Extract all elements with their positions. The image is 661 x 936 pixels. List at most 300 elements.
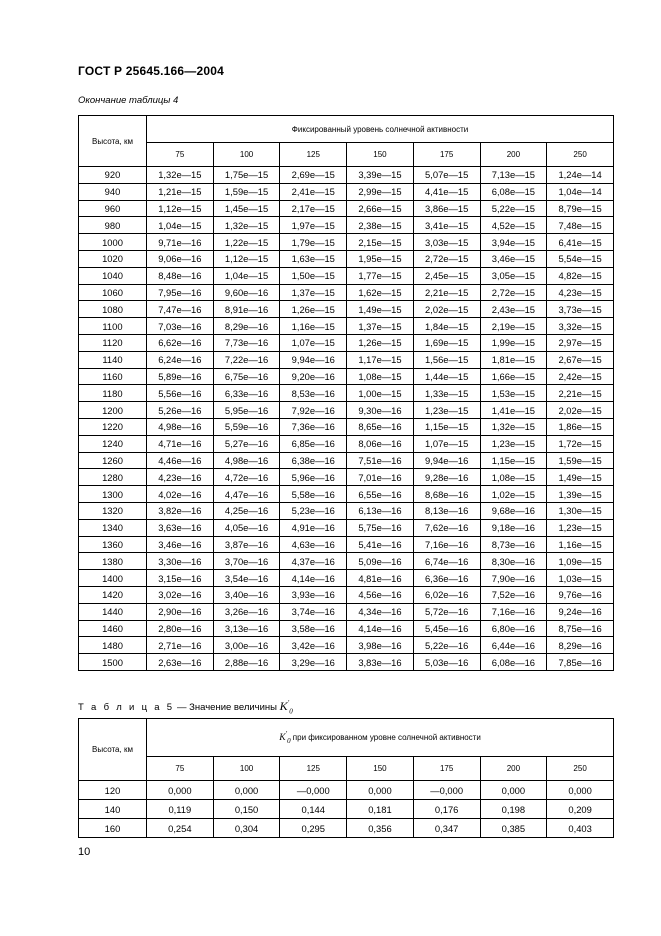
- value-cell: 8,48e—16: [147, 267, 214, 284]
- value-cell: 7,01e—16: [347, 469, 414, 486]
- table-row: [79, 402, 614, 419]
- value-cell: 5,27e—16: [213, 435, 280, 452]
- value-cell: 2,97e—15: [547, 334, 614, 351]
- value-cell: 8,30e—16: [480, 553, 547, 570]
- value-cell: 5,41e—16: [347, 536, 414, 553]
- value-cell: 6,08e—15: [480, 183, 547, 200]
- value-cell: 1,26e—15: [280, 301, 347, 318]
- value-cell: 7,16e—16: [480, 603, 547, 620]
- value-cell: 2,21e—15: [547, 385, 614, 402]
- height-cell: 920: [79, 167, 147, 184]
- value-cell: 5,22e—16: [413, 637, 480, 654]
- value-cell: 1,04e—15: [213, 267, 280, 284]
- value-cell: 6,80e—16: [480, 620, 547, 637]
- value-cell: 8,75e—16: [547, 620, 614, 637]
- value-cell: 1,23e—15: [480, 435, 547, 452]
- value-cell: 1,45e—15: [213, 200, 280, 217]
- value-cell: 4,81e—16: [347, 570, 414, 587]
- value-cell: 6,24e—16: [147, 351, 214, 368]
- value-cell: 3,46e—16: [147, 536, 214, 553]
- value-cell: 1,77e—15: [347, 267, 414, 284]
- height-cell: 1260: [79, 452, 147, 469]
- value-cell: 4,23e—15: [547, 284, 614, 301]
- level-header: 75: [147, 757, 214, 781]
- height-column-header: Высота, км: [79, 116, 147, 167]
- height-cell: 1480: [79, 637, 147, 654]
- height-cell: 1000: [79, 234, 147, 251]
- table-row: [79, 469, 614, 486]
- value-cell: 2,43e—15: [480, 301, 547, 318]
- value-cell: 5,23e—16: [280, 502, 347, 519]
- table-row: [79, 301, 614, 318]
- value-cell: 9,71e—16: [147, 234, 214, 251]
- value-cell: 5,95e—16: [213, 402, 280, 419]
- value-cell: 1,15e—15: [480, 452, 547, 469]
- height-cell: 1500: [79, 654, 147, 671]
- value-cell: 6,33e—16: [213, 385, 280, 402]
- table5-caption-text: — Значение величины: [174, 702, 280, 713]
- value-cell: 4,25e—16: [213, 502, 280, 519]
- value-cell: 1,08e—15: [347, 368, 414, 385]
- height-cell: 1280: [79, 469, 147, 486]
- table-row: [79, 452, 614, 469]
- value-cell: 5,54e—15: [547, 250, 614, 267]
- value-cell: 0,119: [147, 800, 214, 819]
- height-cell: 120: [79, 781, 147, 800]
- value-cell: 0,000: [147, 781, 214, 800]
- table-row: [79, 234, 614, 251]
- value-cell: 4,91e—16: [280, 519, 347, 536]
- value-cell: 0,000: [213, 781, 280, 800]
- level-header: 250: [547, 757, 614, 781]
- value-cell: 3,42e—16: [280, 637, 347, 654]
- value-cell: 1,17e—15: [347, 351, 414, 368]
- value-cell: 6,75e—16: [213, 368, 280, 385]
- value-cell: 3,73e—15: [547, 301, 614, 318]
- level-header: 125: [280, 757, 347, 781]
- height-cell: 1460: [79, 620, 147, 637]
- value-cell: 3,98e—16: [347, 637, 414, 654]
- value-cell: 3,39e—15: [347, 167, 414, 184]
- value-cell: 0,144: [280, 800, 347, 819]
- value-cell: 5,07e—15: [413, 167, 480, 184]
- value-cell: 2,63e—16: [147, 654, 214, 671]
- value-cell: 2,67e—15: [547, 351, 614, 368]
- value-cell: 0,254: [147, 819, 214, 838]
- value-cell: 1,02e—15: [480, 486, 547, 503]
- height-cell: 1400: [79, 570, 147, 587]
- value-cell: 3,00e—16: [213, 637, 280, 654]
- table-row: [79, 603, 614, 620]
- level-header: 150: [347, 143, 414, 167]
- value-cell: 6,02e—16: [413, 586, 480, 603]
- table-row: [79, 536, 614, 553]
- table-row: [79, 334, 614, 351]
- height-cell: 1200: [79, 402, 147, 419]
- value-cell: 9,68e—16: [480, 502, 547, 519]
- value-cell: 4,72e—16: [213, 469, 280, 486]
- value-cell: 9,30e—16: [347, 402, 414, 419]
- value-cell: 1,32e—15: [147, 167, 214, 184]
- value-cell: 9,28e—16: [413, 469, 480, 486]
- table-row: [79, 819, 614, 838]
- height-cell: 1420: [79, 586, 147, 603]
- height-cell: 1060: [79, 284, 147, 301]
- value-cell: 0,150: [213, 800, 280, 819]
- value-cell: 6,41e—15: [547, 234, 614, 251]
- value-cell: 3,05e—15: [480, 267, 547, 284]
- value-cell: 1,24e—14: [547, 167, 614, 184]
- value-cell: 4,52e—15: [480, 217, 547, 234]
- value-cell: 1,32e—15: [213, 217, 280, 234]
- value-cell: 9,60e—16: [213, 284, 280, 301]
- value-cell: 7,36e—16: [280, 418, 347, 435]
- table5-caption: [78, 699, 293, 715]
- table-row: [79, 570, 614, 587]
- value-cell: 5,59e—16: [213, 418, 280, 435]
- table-row: [79, 418, 614, 435]
- value-cell: 7,48e—15: [547, 217, 614, 234]
- table-row: [79, 351, 614, 368]
- table4: [78, 115, 614, 671]
- table-row: [79, 800, 614, 819]
- value-cell: 6,08e—16: [480, 654, 547, 671]
- value-cell: 3,94e—15: [480, 234, 547, 251]
- value-cell: 4,41e—15: [413, 183, 480, 200]
- value-cell: 3,46e—15: [480, 250, 547, 267]
- value-cell: 0,198: [480, 800, 547, 819]
- value-cell: 1,39e—15: [547, 486, 614, 503]
- value-cell: —0,000: [280, 781, 347, 800]
- k0-symbol-small: $K'_0$: [279, 729, 291, 746]
- value-cell: 9,76e—16: [547, 586, 614, 603]
- value-cell: 6,85e—16: [280, 435, 347, 452]
- value-cell: 2,02e—15: [547, 402, 614, 419]
- value-cell: 0,181: [347, 800, 414, 819]
- value-cell: 3,30e—16: [147, 553, 214, 570]
- height-cell: 1360: [79, 536, 147, 553]
- value-cell: 4,37e—16: [280, 553, 347, 570]
- value-cell: 3,93e—16: [280, 586, 347, 603]
- value-cell: 9,94e—16: [413, 452, 480, 469]
- value-cell: 7,03e—16: [147, 318, 214, 335]
- value-cell: 1,30e—15: [547, 502, 614, 519]
- value-cell: 1,21e—15: [147, 183, 214, 200]
- value-cell: 1,04e—15: [147, 217, 214, 234]
- value-cell: 1,00e—15: [347, 385, 414, 402]
- value-cell: 1,08e—15: [480, 469, 547, 486]
- level-header: 150: [347, 757, 414, 781]
- value-cell: 6,38e—16: [280, 452, 347, 469]
- value-cell: 4,98e—16: [213, 452, 280, 469]
- value-cell: 7,73e—16: [213, 334, 280, 351]
- value-cell: 1,56e—15: [413, 351, 480, 368]
- value-cell: 0,000: [547, 781, 614, 800]
- value-cell: 1,16e—15: [547, 536, 614, 553]
- value-cell: 2,45e—15: [413, 267, 480, 284]
- value-cell: 4,34e—16: [347, 603, 414, 620]
- value-cell: 1,84e—15: [413, 318, 480, 335]
- value-cell: 0,403: [547, 819, 614, 838]
- value-cell: 2,41e—15: [280, 183, 347, 200]
- value-cell: 1,41e—15: [480, 402, 547, 419]
- k0-symbol: $K'_0$: [279, 699, 293, 716]
- height-cell: 1300: [79, 486, 147, 503]
- value-cell: 9,24e—16: [547, 603, 614, 620]
- value-cell: 7,22e—16: [213, 351, 280, 368]
- k0-group-header: $K'_0$ при фиксированном уровне солнечной активности: [147, 719, 614, 757]
- value-cell: 5,96e—16: [280, 469, 347, 486]
- table-row: [79, 368, 614, 385]
- value-cell: 7,47e—16: [147, 301, 214, 318]
- value-cell: 0,000: [480, 781, 547, 800]
- value-cell: 1,49e—15: [347, 301, 414, 318]
- value-cell: 5,56e—16: [147, 385, 214, 402]
- value-cell: 1,12e—15: [147, 200, 214, 217]
- value-cell: 7,92e—16: [280, 402, 347, 419]
- value-cell: 4,46e—16: [147, 452, 214, 469]
- value-cell: 9,18e—16: [480, 519, 547, 536]
- table-row: [79, 620, 614, 637]
- table-row: [79, 553, 614, 570]
- value-cell: 1,50e—15: [280, 267, 347, 284]
- value-cell: 5,26e—16: [147, 402, 214, 419]
- value-cell: 1,12e—15: [213, 250, 280, 267]
- value-cell: 7,51e—16: [347, 452, 414, 469]
- value-cell: 1,07e—15: [280, 334, 347, 351]
- value-cell: 3,03e—15: [413, 234, 480, 251]
- value-cell: 6,36e—16: [413, 570, 480, 587]
- value-cell: 1,23e—15: [413, 402, 480, 419]
- value-cell: 2,38e—15: [347, 217, 414, 234]
- height-cell: 1040: [79, 267, 147, 284]
- value-cell: 0,209: [547, 800, 614, 819]
- value-cell: 3,13e—16: [213, 620, 280, 637]
- value-cell: 3,40e—16: [213, 586, 280, 603]
- value-cell: 1,72e—15: [547, 435, 614, 452]
- height-cell: 1440: [79, 603, 147, 620]
- height-cell: 940: [79, 183, 147, 200]
- value-cell: 1,22e—15: [213, 234, 280, 251]
- value-cell: 8,13e—16: [413, 502, 480, 519]
- height-cell: 980: [79, 217, 147, 234]
- level-header: 100: [213, 143, 280, 167]
- value-cell: 4,14e—16: [280, 570, 347, 587]
- value-cell: 1,79e—15: [280, 234, 347, 251]
- value-cell: 1,59e—15: [547, 452, 614, 469]
- value-cell: 8,79e—15: [547, 200, 614, 217]
- value-cell: 3,32e—15: [547, 318, 614, 335]
- value-cell: 1,49e—15: [547, 469, 614, 486]
- value-cell: 1,53e—15: [480, 385, 547, 402]
- height-cell: 1240: [79, 435, 147, 452]
- value-cell: 0,385: [480, 819, 547, 838]
- level-header: 125: [280, 143, 347, 167]
- height-cell: 140: [79, 800, 147, 819]
- value-cell: 3,86e—15: [413, 200, 480, 217]
- value-cell: 3,54e—16: [213, 570, 280, 587]
- height-cell: 1380: [79, 553, 147, 570]
- value-cell: 1,15e—15: [413, 418, 480, 435]
- value-cell: 2,99e—15: [347, 183, 414, 200]
- value-cell: 1,97e—15: [280, 217, 347, 234]
- table-row: [79, 183, 614, 200]
- value-cell: 1,99e—15: [480, 334, 547, 351]
- solar-activity-group-header: Фиксированный уровень солнечной активности: [147, 116, 614, 143]
- level-header: 175: [413, 757, 480, 781]
- value-cell: 3,63e—16: [147, 519, 214, 536]
- value-cell: 4,02e—16: [147, 486, 214, 503]
- value-cell: 2,72e—15: [413, 250, 480, 267]
- level-header: 75: [147, 143, 214, 167]
- value-cell: 3,02e—16: [147, 586, 214, 603]
- value-cell: 1,59e—15: [213, 183, 280, 200]
- level-header: 175: [413, 143, 480, 167]
- table4-body: [79, 167, 614, 671]
- value-cell: 9,20e—16: [280, 368, 347, 385]
- value-cell: 4,14e—16: [347, 620, 414, 637]
- value-cell: 4,23e—16: [147, 469, 214, 486]
- value-cell: 8,06e—16: [347, 435, 414, 452]
- value-cell: 3,29e—16: [280, 654, 347, 671]
- value-cell: 3,41e—15: [413, 217, 480, 234]
- value-cell: 2,88e—16: [213, 654, 280, 671]
- value-cell: 1,69e—15: [413, 334, 480, 351]
- table5-caption-prefix: Т а б л и ц а 5: [78, 702, 175, 713]
- value-cell: 2,72e—15: [480, 284, 547, 301]
- value-cell: 0,356: [347, 819, 414, 838]
- value-cell: 5,58e—16: [280, 486, 347, 503]
- value-cell: 5,22e—15: [480, 200, 547, 217]
- value-cell: 1,81e—15: [480, 351, 547, 368]
- height-cell: 1160: [79, 368, 147, 385]
- value-cell: 2,69e—15: [280, 167, 347, 184]
- level-header: 250: [547, 143, 614, 167]
- table-row: [79, 284, 614, 301]
- table-row: [79, 502, 614, 519]
- value-cell: 1,03e—15: [547, 570, 614, 587]
- table-row: [79, 200, 614, 217]
- table-row: [79, 318, 614, 335]
- table-row: [79, 435, 614, 452]
- page-number: 10: [78, 846, 91, 858]
- value-cell: 1,04e—14: [547, 183, 614, 200]
- value-cell: 7,90e—16: [480, 570, 547, 587]
- value-cell: 3,15e—16: [147, 570, 214, 587]
- value-cell: 1,75e—15: [213, 167, 280, 184]
- table-row: [79, 486, 614, 503]
- table5: [78, 718, 614, 838]
- table-row: [79, 217, 614, 234]
- value-cell: 4,05e—16: [213, 519, 280, 536]
- value-cell: 1,62e—15: [347, 284, 414, 301]
- value-cell: 4,98e—16: [147, 418, 214, 435]
- value-cell: 1,09e—15: [547, 553, 614, 570]
- value-cell: 1,37e—15: [347, 318, 414, 335]
- value-cell: 7,52e—16: [480, 586, 547, 603]
- value-cell: 3,26e—16: [213, 603, 280, 620]
- value-cell: 6,55e—16: [347, 486, 414, 503]
- value-cell: 2,80e—16: [147, 620, 214, 637]
- value-cell: 8,29e—16: [547, 637, 614, 654]
- table-row: [79, 385, 614, 402]
- table4-caption: Окончание таблицы 4: [78, 95, 179, 106]
- value-cell: 8,29e—16: [213, 318, 280, 335]
- value-cell: 1,86e—15: [547, 418, 614, 435]
- document-id: ГОСТ Р 25645.166—2004: [78, 64, 224, 78]
- table5-body: [79, 781, 614, 838]
- value-cell: 4,63e—16: [280, 536, 347, 553]
- value-cell: 5,89e—16: [147, 368, 214, 385]
- value-cell: 1,16e—15: [280, 318, 347, 335]
- value-cell: 0,347: [413, 819, 480, 838]
- value-cell: 4,82e—15: [547, 267, 614, 284]
- value-cell: 7,62e—16: [413, 519, 480, 536]
- value-cell: 8,91e—16: [213, 301, 280, 318]
- height-cell: 1020: [79, 250, 147, 267]
- table-row: [79, 250, 614, 267]
- value-cell: 5,72e—16: [413, 603, 480, 620]
- value-cell: 6,74e—16: [413, 553, 480, 570]
- value-cell: 2,17e—15: [280, 200, 347, 217]
- value-cell: 7,85e—16: [547, 654, 614, 671]
- value-cell: 5,09e—16: [347, 553, 414, 570]
- value-cell: 0,176: [413, 800, 480, 819]
- value-cell: 1,26e—15: [347, 334, 414, 351]
- value-cell: 2,21e—15: [413, 284, 480, 301]
- value-cell: 9,94e—16: [280, 351, 347, 368]
- value-cell: 6,62e—16: [147, 334, 214, 351]
- value-cell: 0,304: [213, 819, 280, 838]
- value-cell: 1,63e—15: [280, 250, 347, 267]
- table-row: [79, 519, 614, 536]
- height-column-header: Высота, км: [79, 719, 147, 781]
- value-cell: 3,87e—16: [213, 536, 280, 553]
- table-row: [79, 267, 614, 284]
- value-cell: 7,95e—16: [147, 284, 214, 301]
- value-cell: 1,33e—15: [413, 385, 480, 402]
- table-row: [79, 167, 614, 184]
- value-cell: 2,90e—16: [147, 603, 214, 620]
- height-cell: 960: [79, 200, 147, 217]
- value-cell: 2,02e—15: [413, 301, 480, 318]
- value-cell: 3,70e—16: [213, 553, 280, 570]
- height-cell: 1180: [79, 385, 147, 402]
- value-cell: 2,19e—15: [480, 318, 547, 335]
- table-row: [79, 654, 614, 671]
- value-cell: 6,44e—16: [480, 637, 547, 654]
- value-cell: 3,83e—16: [347, 654, 414, 671]
- value-cell: 7,16e—16: [413, 536, 480, 553]
- value-cell: 9,06e—16: [147, 250, 214, 267]
- value-cell: 7,13e—15: [480, 167, 547, 184]
- value-cell: 3,58e—16: [280, 620, 347, 637]
- table-row: [79, 781, 614, 800]
- height-cell: 1140: [79, 351, 147, 368]
- value-cell: 5,45e—16: [413, 620, 480, 637]
- value-cell: 1,23e—15: [547, 519, 614, 536]
- height-cell: 1100: [79, 318, 147, 335]
- height-cell: 1220: [79, 418, 147, 435]
- value-cell: 8,68e—16: [413, 486, 480, 503]
- height-cell: 1340: [79, 519, 147, 536]
- value-cell: 4,71e—16: [147, 435, 214, 452]
- value-cell: 2,71e—16: [147, 637, 214, 654]
- level-header: 200: [480, 143, 547, 167]
- value-cell: 1,07e—15: [413, 435, 480, 452]
- value-cell: 3,82e—16: [147, 502, 214, 519]
- value-cell: 3,74e—16: [280, 603, 347, 620]
